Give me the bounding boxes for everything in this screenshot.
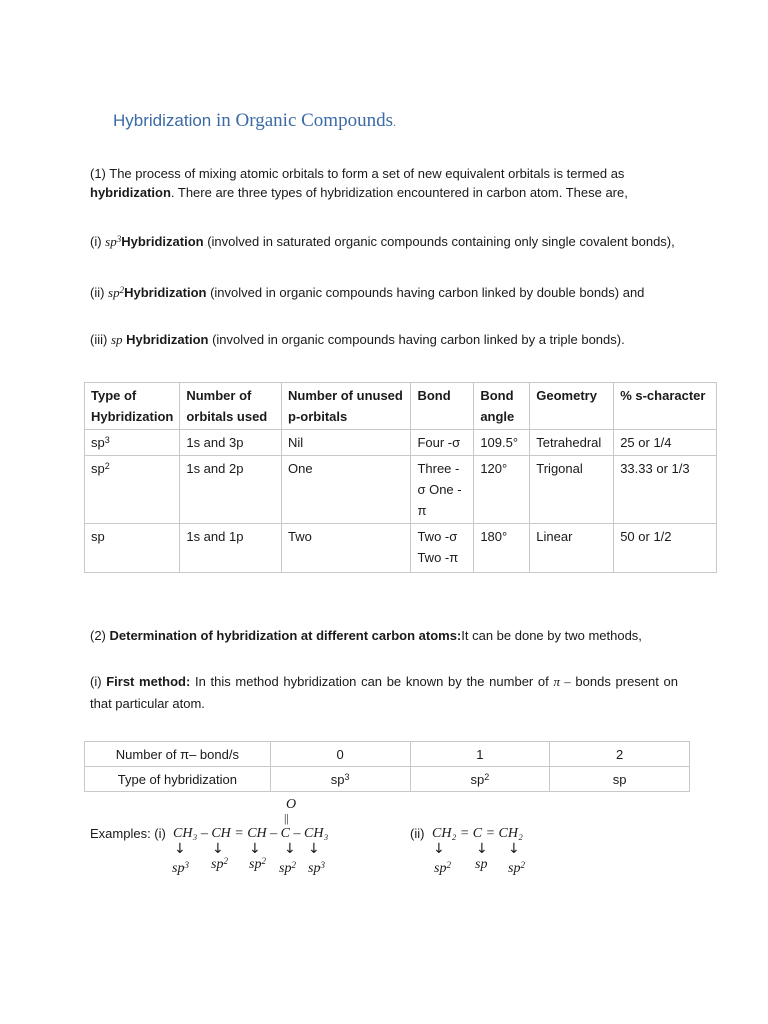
type-bold: Hybridization bbox=[126, 332, 209, 347]
table-row bbox=[85, 430, 717, 456]
table-cell bbox=[85, 524, 180, 573]
section2-paragraph bbox=[90, 625, 678, 647]
table-row bbox=[85, 767, 690, 792]
label-sym: sp bbox=[434, 861, 447, 876]
table-cell: Four -σ bbox=[411, 430, 474, 456]
header-cell: Type of Hybridization bbox=[85, 383, 180, 430]
label-sym: sp bbox=[308, 861, 321, 876]
hybrid-label bbox=[508, 861, 525, 877]
method-text1: In this method hybridization can be known by the number of bbox=[190, 674, 554, 689]
example2-formula: CH₂ = C = CH₂ bbox=[432, 826, 523, 841]
type-bold: Hybridization bbox=[121, 234, 204, 249]
table-cell: 109.5° bbox=[474, 430, 530, 456]
type-sp bbox=[90, 330, 678, 349]
label-sup: 2 bbox=[291, 860, 296, 870]
table-cell: 1s and 2p bbox=[180, 456, 282, 524]
hybrid-label bbox=[211, 857, 228, 873]
table-cell bbox=[85, 456, 180, 524]
down-arrow-icon: ↓ bbox=[174, 841, 186, 857]
section2-text: It can be done by two methods, bbox=[461, 628, 642, 643]
type-sup: 3 bbox=[116, 234, 122, 244]
table-cell bbox=[85, 430, 180, 456]
label-sup: 2 bbox=[261, 856, 266, 866]
type-sp2 bbox=[90, 280, 678, 305]
table-cell: Two -σ Two -π bbox=[411, 524, 474, 573]
cell-sup: 3 bbox=[344, 771, 350, 782]
cell-sym: sp bbox=[612, 771, 627, 787]
row-label: Type of hybridization bbox=[85, 767, 271, 792]
pi-bond-table bbox=[84, 741, 690, 792]
table-cell: Linear bbox=[530, 524, 614, 573]
type-bold: Hybridization bbox=[124, 285, 207, 300]
table-cell bbox=[550, 767, 690, 792]
label-sym: sp bbox=[279, 861, 292, 876]
carbonyl-oxygen: O bbox=[286, 797, 297, 812]
intro-text2: . There are three types of hybridization encountered in carbon atom. These are, bbox=[170, 185, 628, 200]
header-cell: % s-character bbox=[614, 383, 717, 430]
examples-label: Examples: (i) bbox=[90, 826, 166, 841]
hybrid-label bbox=[279, 861, 296, 877]
cell-type: sp bbox=[91, 435, 105, 450]
cell-sym: sp bbox=[330, 771, 345, 787]
title-part1: Hybridization bbox=[113, 111, 216, 130]
table-row bbox=[85, 742, 690, 767]
method-paragraph bbox=[90, 671, 678, 715]
cell-type: sp bbox=[91, 529, 105, 544]
down-arrow-icon: ↓ bbox=[476, 841, 488, 857]
down-arrow-icon: ↓ bbox=[433, 841, 445, 857]
table-cell: Three - σ One - π bbox=[411, 456, 474, 524]
method-bold: First method: bbox=[106, 674, 191, 689]
double-bond-mark: || bbox=[284, 811, 289, 825]
table-cell: 1s and 1p bbox=[180, 524, 282, 573]
label-sym: sp bbox=[211, 857, 224, 872]
table-cell: Two bbox=[282, 524, 411, 573]
down-arrow-icon: ↓ bbox=[249, 841, 261, 857]
label-sup: 2 bbox=[446, 860, 451, 870]
table-cell: Trigonal bbox=[530, 456, 614, 524]
type-num: (i) bbox=[90, 234, 106, 249]
table-cell: 2 bbox=[550, 742, 690, 767]
type-num: (ii) bbox=[90, 285, 109, 300]
hybrid-label bbox=[249, 857, 266, 873]
method-pi: π – bbox=[553, 674, 571, 689]
table-row bbox=[85, 524, 717, 573]
table-cell bbox=[410, 767, 550, 792]
hybridization-table bbox=[84, 382, 717, 573]
row-label: Number of π– bond/s bbox=[85, 742, 271, 767]
type-text: (involved in organic compounds having carbon linked by double bonds) and bbox=[206, 285, 645, 300]
table-cell: 180° bbox=[474, 524, 530, 573]
table-cell: 50 or 1/2 bbox=[614, 524, 717, 573]
cell-type: sp bbox=[91, 461, 105, 476]
table-row bbox=[85, 456, 717, 524]
table-header-row bbox=[85, 383, 717, 430]
table-cell bbox=[270, 767, 410, 792]
title-dot: . bbox=[392, 115, 396, 129]
cell-sym: sp bbox=[470, 771, 485, 787]
table-cell: One bbox=[282, 456, 411, 524]
table-cell: 25 or 1/4 bbox=[614, 430, 717, 456]
label-sym: sp bbox=[172, 861, 185, 876]
section2-num: (2) bbox=[90, 628, 110, 643]
method-num: (i) bbox=[90, 674, 107, 689]
down-arrow-icon: ↓ bbox=[308, 841, 320, 857]
table-cell: Tetrahedral bbox=[530, 430, 614, 456]
type-sym: sp bbox=[108, 285, 120, 300]
cell-sup: 2 bbox=[484, 771, 490, 782]
label-sup: 2 bbox=[223, 856, 228, 866]
label-sym: sp bbox=[508, 861, 521, 876]
type-num: (iii) bbox=[90, 332, 111, 347]
title-part2: in Organic Compounds bbox=[216, 110, 393, 131]
header-cell: Number of orbitals used bbox=[180, 383, 282, 430]
label-sup: 2 bbox=[520, 860, 525, 870]
type-sym: sp bbox=[110, 332, 123, 347]
intro-text1: (1) The process of mixing atomic orbitals to form a set of new equivalent orbitals is termed as bbox=[90, 166, 625, 181]
header-cell: Bond angle bbox=[474, 383, 530, 430]
type-sp3 bbox=[90, 229, 678, 254]
hybrid-label bbox=[475, 857, 487, 873]
table-cell: 1s and 3p bbox=[180, 430, 282, 456]
down-arrow-icon: ↓ bbox=[284, 841, 296, 857]
hybrid-label bbox=[434, 861, 451, 877]
hybrid-label bbox=[172, 861, 189, 877]
section2-bold: Determination of hybridization at different carbon atoms: bbox=[109, 628, 462, 643]
label-sym: sp bbox=[249, 857, 262, 872]
method-text2: bonds present on that particular atom. bbox=[90, 674, 678, 711]
header-cell: Geometry bbox=[530, 383, 614, 430]
down-arrow-icon: ↓ bbox=[508, 841, 520, 857]
table-cell: 120° bbox=[474, 456, 530, 524]
header-cell: Bond bbox=[411, 383, 474, 430]
table-cell: 1 bbox=[410, 742, 550, 767]
example1-formula: CH₃ – CH = CH – C – CH₃ bbox=[173, 826, 329, 841]
label-sup: 3 bbox=[184, 860, 189, 870]
cell-sup: 3 bbox=[104, 435, 110, 445]
table-cell: 0 bbox=[270, 742, 410, 767]
label-sym: sp bbox=[475, 857, 488, 872]
down-arrow-icon: ↓ bbox=[212, 841, 224, 857]
table-cell: 33.33 or 1/3 bbox=[614, 456, 717, 524]
intro-bold: hybridization bbox=[90, 185, 171, 200]
table-cell: Nil bbox=[282, 430, 411, 456]
label-sup: 3 bbox=[320, 860, 325, 870]
intro-paragraph bbox=[90, 164, 678, 202]
hybrid-label bbox=[308, 861, 325, 877]
example2-label: (ii) bbox=[410, 826, 425, 841]
type-text: (involved in organic compounds having carbon linked by a triple bonds). bbox=[208, 332, 625, 347]
type-sup: 2 bbox=[119, 285, 125, 295]
type-sym: sp bbox=[105, 234, 117, 249]
type-text: (involved in saturated organic compounds containing only single covalent bonds), bbox=[203, 234, 675, 249]
header-cell: Number of unused p-orbitals bbox=[282, 383, 411, 430]
cell-sup: 2 bbox=[104, 461, 110, 471]
page-title bbox=[113, 110, 396, 132]
